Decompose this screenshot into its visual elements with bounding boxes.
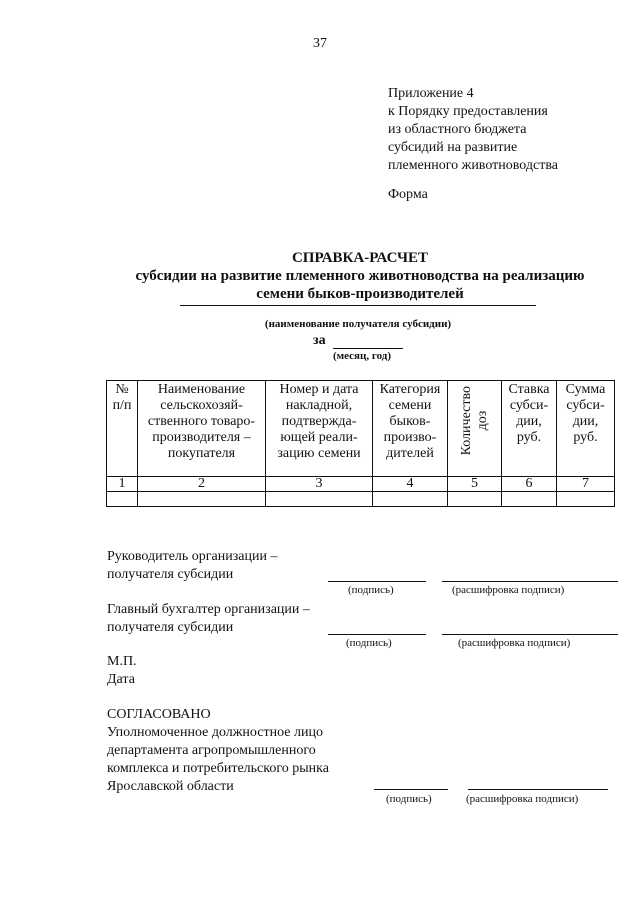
recipient-name-field[interactable] xyxy=(180,305,536,306)
header-cell-amount: Сумма субси- дии, руб. xyxy=(557,381,615,477)
title-line: семени быков-производителей xyxy=(256,286,464,302)
accountant-decode-line[interactable] xyxy=(442,634,618,635)
table-row xyxy=(107,492,615,507)
period-caption: (месяц, год) xyxy=(333,350,391,362)
header-cell-producer: Наименование сельскохозяй- ственного товаро- производителя – покупателя xyxy=(138,381,266,477)
head-decode-line[interactable] xyxy=(442,581,618,582)
date-label: Дата xyxy=(107,672,135,687)
header-cell-number: № п/п xyxy=(107,381,138,477)
appendix-line: к Порядку предоставления xyxy=(388,104,548,119)
head-signature-caption: (подпись) xyxy=(348,584,394,596)
table-cell[interactable] xyxy=(557,492,615,507)
column-number: 7 xyxy=(557,477,615,492)
title-line: субсидии на развитие племенного животноводства на реализацию xyxy=(135,268,585,284)
appendix-line: племенного животноводства xyxy=(388,158,558,173)
form-label: Форма xyxy=(388,187,428,202)
table-cell[interactable] xyxy=(266,492,373,507)
table-cell[interactable] xyxy=(448,492,502,507)
official-decode-caption: (расшифровка подписи) xyxy=(466,793,579,805)
document-title xyxy=(0,249,640,303)
title-line: СПРАВКА-РАСЧЕТ xyxy=(291,250,429,266)
head-signature-line[interactable] xyxy=(328,581,426,582)
column-number: 4 xyxy=(373,477,448,492)
appendix-block xyxy=(388,85,558,175)
table-cell[interactable] xyxy=(138,492,266,507)
appendix-line: из областного бюджета xyxy=(388,122,527,137)
table-cell[interactable] xyxy=(373,492,448,507)
appendix-line: субсидий на развитие xyxy=(388,140,518,155)
accountant-signature-caption: (подпись) xyxy=(346,637,392,649)
official-signature-label: Уполномоченное должностное лицо департамента агропромышленного комплекса и потребительского рынка Ярославской области xyxy=(107,725,329,794)
header-cell-rate: Ставка субси- дии, руб. xyxy=(502,381,557,477)
accountant-signature-label: Главный бухгалтер организации – получателя субсидии xyxy=(107,602,310,635)
table-cell[interactable] xyxy=(502,492,557,507)
header-cell-category: Категория семени быков- произво- дителей xyxy=(373,381,448,477)
accountant-signature-line[interactable] xyxy=(328,634,426,635)
stamp-and-date xyxy=(107,653,137,689)
column-number: 2 xyxy=(138,477,266,492)
appendix-line: Приложение 4 xyxy=(388,86,474,101)
official-signature-line[interactable] xyxy=(374,789,448,790)
head-decode-caption: (расшифровка подписи) xyxy=(452,584,565,596)
approved-label: СОГЛАСОВАНО xyxy=(107,707,211,722)
stamp-label: М.П. xyxy=(107,654,137,669)
column-number: 6 xyxy=(502,477,557,492)
period-field[interactable] xyxy=(333,348,403,349)
recipient-caption: (наименование получателя субсидии) xyxy=(264,318,452,330)
page-number: 37 xyxy=(313,36,327,51)
period-label: за xyxy=(313,333,326,348)
table-cell[interactable] xyxy=(107,492,138,507)
calculation-table xyxy=(106,380,615,507)
official-decode-line[interactable] xyxy=(468,789,608,790)
column-number: 5 xyxy=(448,477,502,492)
header-cell-doses: Количество доз xyxy=(448,381,502,477)
table-header-row xyxy=(107,381,615,477)
head-signature-label: Руководитель организации – получателя субсидии xyxy=(107,549,278,582)
column-number: 1 xyxy=(107,477,138,492)
column-number: 3 xyxy=(266,477,373,492)
table-number-row xyxy=(107,477,615,492)
accountant-decode-caption: (расшифровка подписи) xyxy=(458,637,571,649)
official-signature-caption: (подпись) xyxy=(386,793,432,805)
header-cell-invoice: Номер и дата накладной, подтвержда- ющей реали- зацию семени xyxy=(266,381,373,477)
